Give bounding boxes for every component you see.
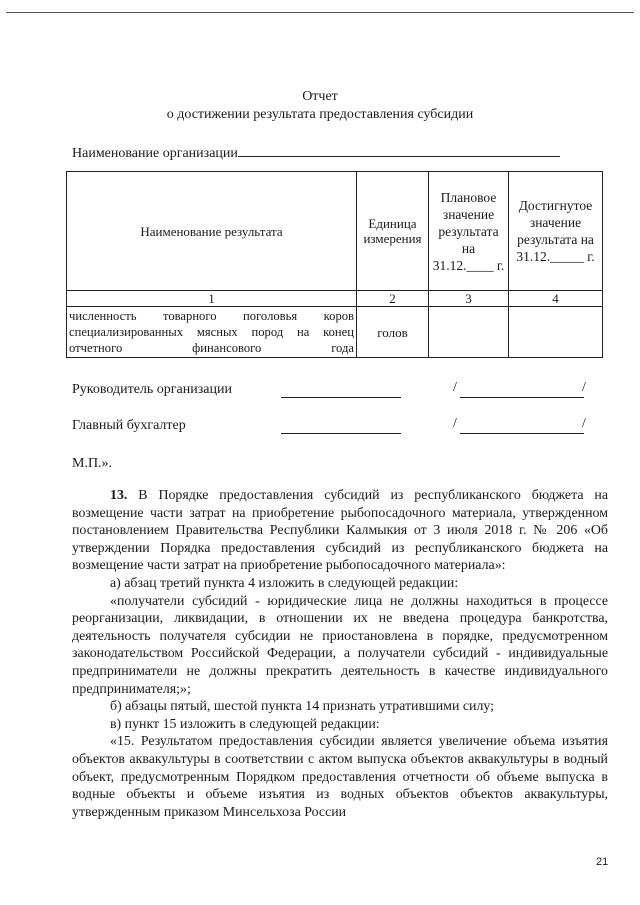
paragraph-13 [72,487,608,575]
row-planned-value [429,307,509,358]
row-achieved-value [509,307,603,358]
head-slash-right: / [582,380,586,395]
head-signature-label: Руководитель организации [72,382,232,397]
accountant-name-line [460,433,584,434]
report-title: Отчет [302,89,338,104]
header-achieved: Достигнутое значение результата на 31.12._____ г. [509,172,603,291]
report-table [66,171,603,358]
report-title-block [0,88,640,124]
header-unit: Единица измерения [357,172,429,291]
paragraph-a: а) абзац третий пункта 4 изложить в следующей редакции: [110,575,459,591]
table-header-row [67,172,603,291]
paragraph-b: б) абзацы пятый, шестой пункта 14 признать утратившими силу; [110,699,495,715]
org-blank [238,142,560,157]
paragraph-v-quote: «15. Результатом предоставления субсидии является увеличение объема изъятия объектов аквакультуры в соответствии с актом выпуска объектов аквакультуры в водный объект, предусмотренным Порядком предоставления отчетности об объеме выпуска в водные объекты и объеме изъятия из водных объектов объектов аквакультуры, утвержденным приказом Минсельхоза России [72,734,608,820]
paragraph-13-number: 13. [110,488,128,503]
table-number-row [67,291,603,307]
accountant-slash-left: / [453,416,457,431]
amendment-text [72,487,608,821]
header-planned: Плановое значение результата на 31.12.____ г. [429,172,509,291]
head-signature-line [281,397,401,398]
accountant-signature-label: Главный бухгалтер [72,418,186,433]
head-name-line [460,397,584,398]
col-number-4: 4 [509,291,603,307]
col-number-2: 2 [357,291,429,307]
row-result-name: численность товарного поголовья коров специализированных мясных пород на конец отчетного финансового года [67,307,357,358]
report-subtitle: о достижении результата предоставления субсидии [166,107,474,122]
org-label: Наименование организации [72,146,238,161]
table-row [67,307,603,358]
paragraph-a-quote: «получатели субсидий - юридические лица не должны находиться в процессе реорганизации, ликвидации, в отношении их не введена процедура банкротства, деятельность получателя субсидии не приостановлена в порядке, предусмотренном законодательством Российской Федерации, а получатели субсидий - индивидуальные предприниматели не должны прекратить деятельность в качестве индивидуального предпринимателя;»; [72,593,608,697]
accountant-slash-right: / [582,416,586,431]
header-result-name: Наименование результата [67,172,357,291]
col-number-3: 3 [429,291,509,307]
head-slash-left: / [453,380,457,395]
top-rule [6,12,634,13]
paragraph-13-text: В Порядке предоставления субсидий из республиканского бюджета на возмещение части затрат на приобретение рыбопосадочного материала, утвержденном постановлением Правительства Республики Калмыкия от 3 июля 2018 г. № 206 «Об утверждении Порядка предоставления субсидий из республиканского бюджета на возмещение части затрат на приобретение рыбопосадочного материала»: [72,488,608,574]
accountant-signature-line [281,433,401,434]
org-name-line [72,142,560,162]
stamp-label: М.П.». [72,456,113,471]
page-number: 21 [596,856,609,868]
row-unit: голов [357,307,429,358]
paragraph-v: в) пункт 15 изложить в следующей редакции: [110,716,380,732]
col-number-1: 1 [67,291,357,307]
